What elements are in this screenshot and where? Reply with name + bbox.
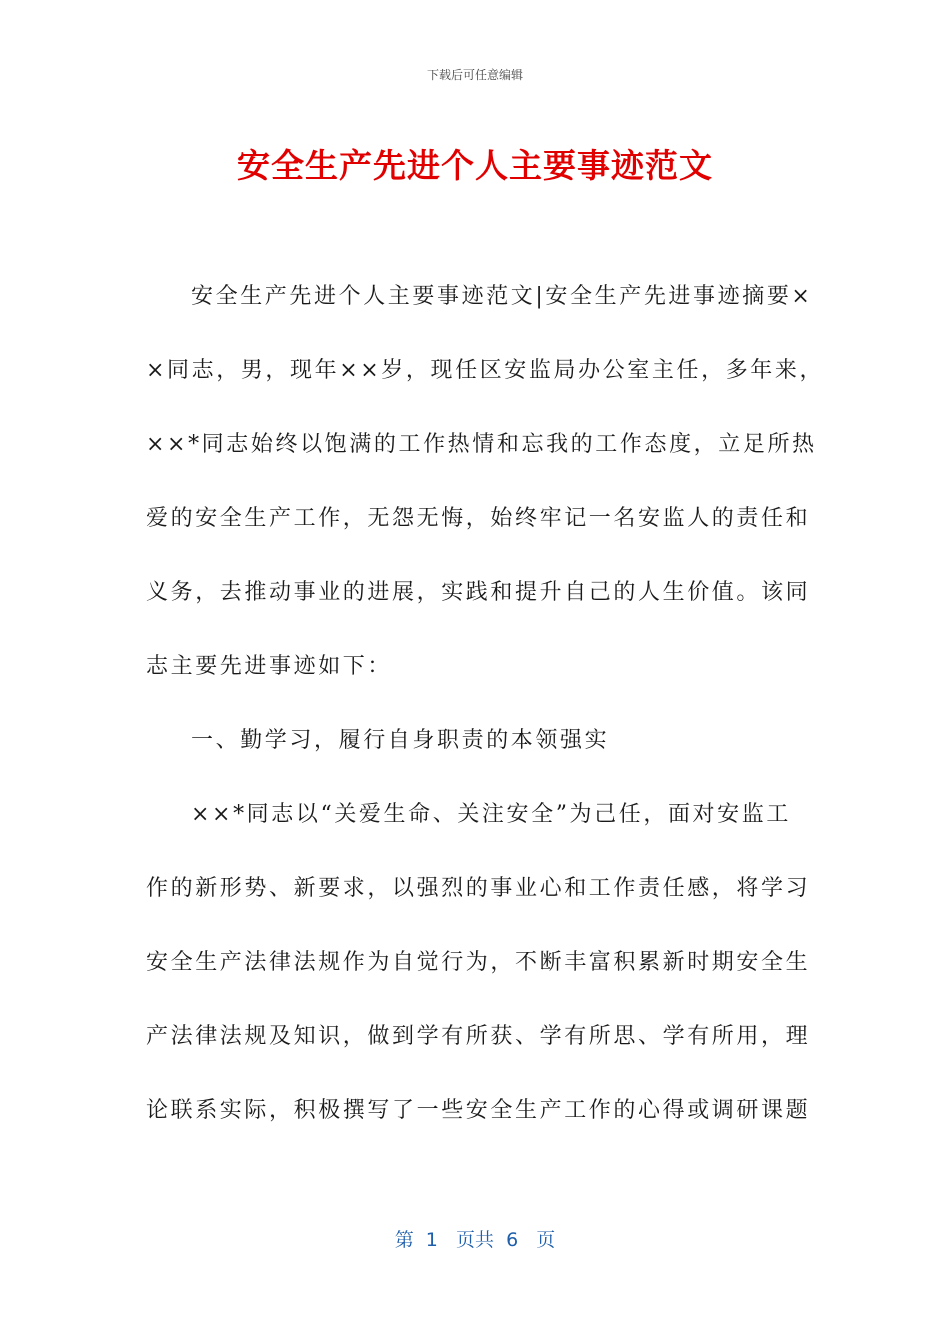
paragraph-line: ××*同志始终以饱满的工作热情和忘我的工作态度，立足所热 [146, 432, 817, 457]
paragraph-line: ××*同志以“关爱生命、关注安全”为己任，面对安监工 [191, 802, 791, 827]
document-title: 安全生产先进个人主要事迹范文 [237, 146, 713, 185]
paragraph-line: 作的新形势、新要求，以强烈的事业心和工作责任感，将学习 [146, 876, 811, 901]
paragraph-line: 安全生产先进个人主要事迹范文|安全生产先进事迹摘要× [191, 284, 813, 309]
paragraph-line: 论联系实际，积极撰写了一些安全生产工作的心得或调研课题 [146, 1098, 811, 1123]
paragraph-line: 安全生产法律法规作为自觉行为，不断丰富积累新时期安全生 [146, 950, 811, 975]
paragraph-line: ×同志，男，现年××岁，现任区安监局办公室主任，多年来， [146, 358, 825, 383]
page-number-footer: 第 1 页共 6 页 [394, 1229, 556, 1251]
paragraph-line: 爱的安全生产工作，无怨无悔，始终牢记一名安监人的责任和 [146, 506, 811, 531]
header-note: 下载后可任意编辑 [426, 68, 523, 82]
paragraph-line: 产法律法规及知识，做到学有所获、学有所思、学有所用，理 [146, 1024, 811, 1049]
paragraph-line: 义务，去推动事业的进展，实践和提升自己的人生价值。该同 [146, 580, 811, 605]
paragraph-line: 志主要先进事迹如下： [146, 654, 393, 679]
document-body [146, 276, 825, 1164]
section-heading: 一、勤学习，履行自身职责的本领强实 [191, 728, 610, 753]
